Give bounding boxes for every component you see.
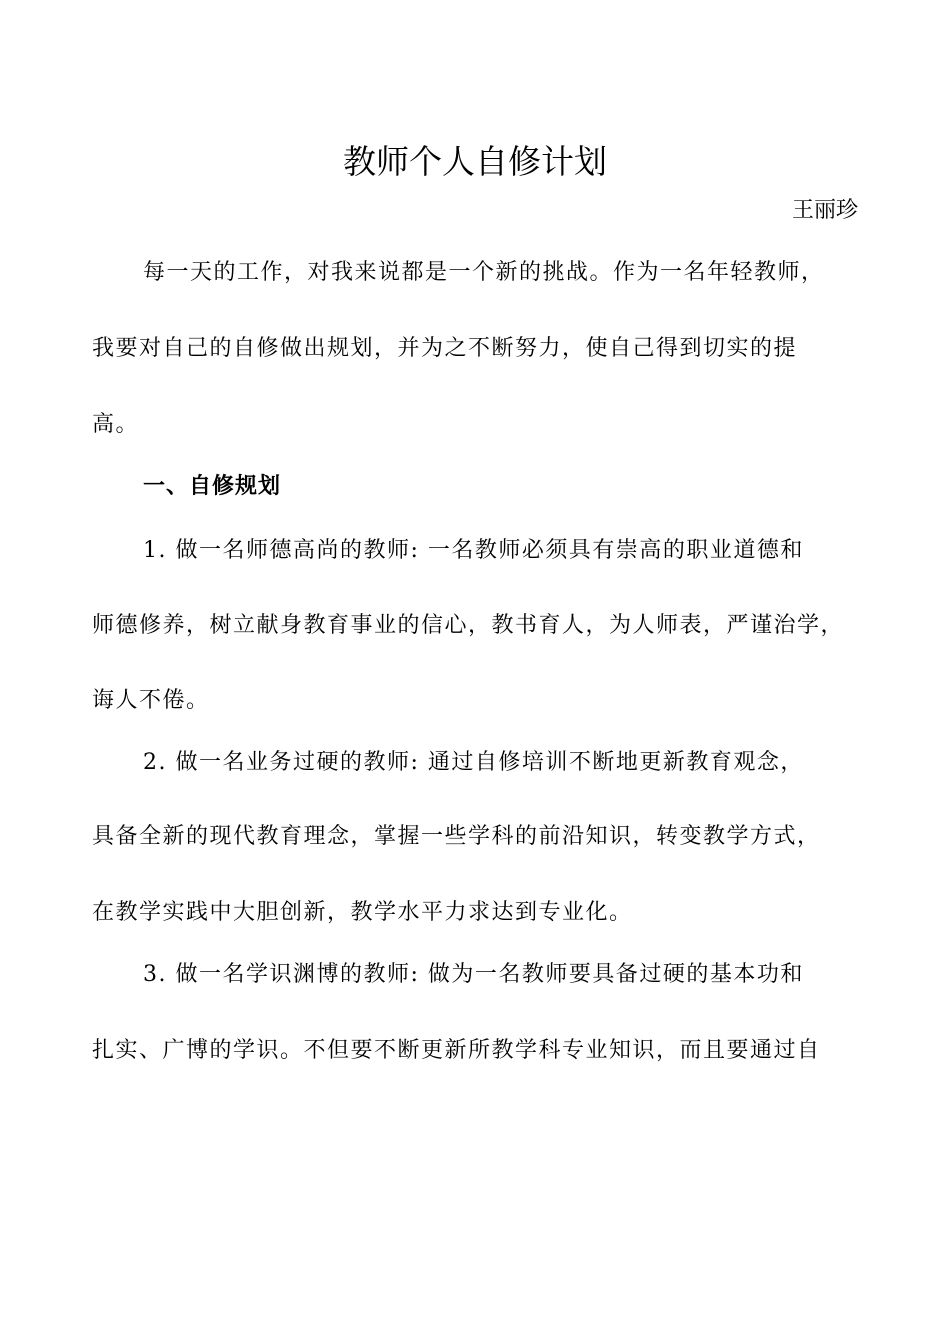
section-heading-self-study-plan: 一、自修规划	[143, 474, 282, 499]
item2-line-2: 具备全新的现代教育理念，掌握一些学科的前沿知识，转变教学方式，	[92, 824, 821, 849]
item3-line-2: 扎实、广博的学识。不但要不断更新所教学科专业知识，而且要通过自	[92, 1038, 821, 1063]
intro-line-2: 我要对自己的自修做出规划，并为之不断努力，使自己得到切实的提	[92, 336, 798, 361]
item2-line-1: 2. 做一名业务过硬的教师: 通过自修培训不断地更新教育观念，	[143, 750, 804, 775]
intro-line-3: 高。	[92, 412, 140, 437]
document-title: 教师个人自修计划	[343, 142, 607, 181]
author-name: 王丽珍	[791, 198, 858, 223]
item2-line-3: 在教学实践中大胆创新，教学水平力求达到专业化。	[92, 900, 633, 925]
intro-line-1: 每一天的工作，对我来说都是一个新的挑战。作为一名年轻教师，	[143, 260, 825, 285]
item1-line-3: 诲人不倦。	[92, 688, 210, 713]
item3-line-1: 3. 做一名学识渊博的教师: 做为一名教师要具备过硬的基本功和	[143, 962, 804, 987]
item1-line-1: 1. 做一名师德高尚的教师: 一名教师必须具有崇高的职业道德和	[143, 538, 804, 563]
item1-line-2: 师德修养，树立献身教育事业的信心，教书育人，为人师表，严谨治学，	[92, 613, 845, 638]
